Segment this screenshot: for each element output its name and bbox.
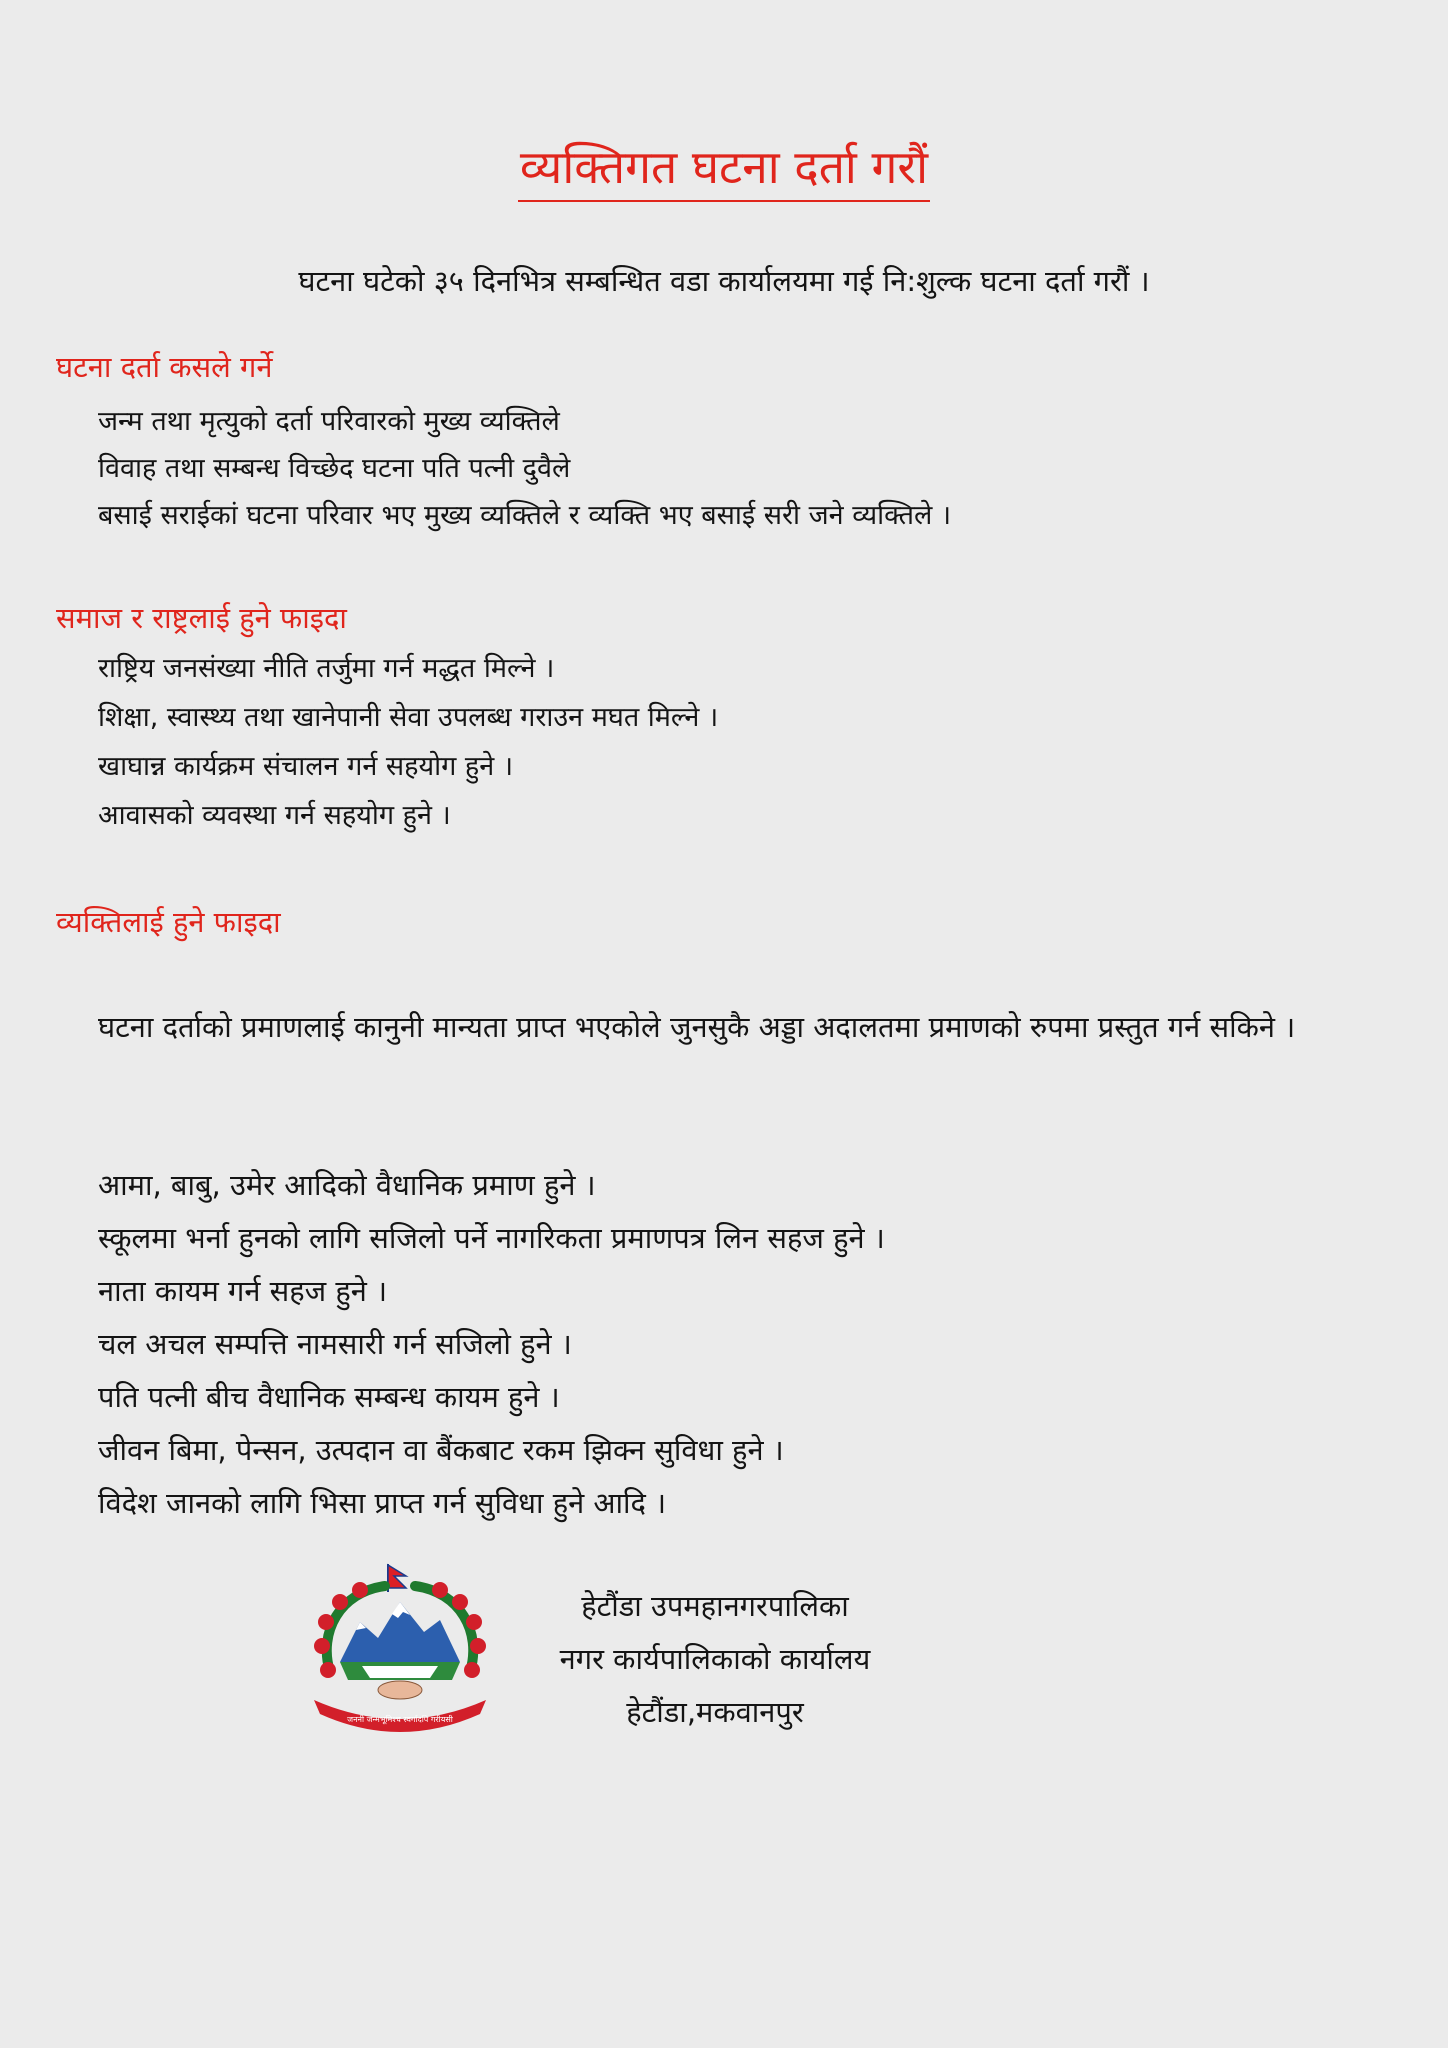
- list-item: जन्म तथा मृत्युको दर्ता परिवारको मुख्य व्यक्तिले: [98, 406, 560, 437]
- list-item: विदेश जानको लागि भिसा प्राप्त गर्न सुविधा हुने आदि ।: [98, 1486, 667, 1520]
- section-heading-society: समाज र राष्ट्रलाई हुने फाइदा: [56, 601, 347, 635]
- office-line-1: हेटौंडा उपमहानगरपालिका: [581, 1589, 849, 1623]
- list-item: पति पत्नी बीच वैधानिक सम्बन्ध कायम हुने ।: [98, 1380, 560, 1414]
- list-item: राष्ट्रिय जनसंख्या नीति तर्जुमा गर्न मद्धत मिल्ने ।: [98, 653, 555, 684]
- page-title-wrap: [0, 136, 1448, 202]
- list-item: चल अचल सम्पत्ति नामसारी गर्न सजिलो हुने ।: [98, 1327, 572, 1361]
- list-item: आवासको व्यवस्था गर्न सहयोग हुने ।: [98, 800, 451, 831]
- page-title: व्यक्तिगत घटना दर्ता गरौं: [518, 136, 930, 202]
- list-item: शिक्षा, स्वास्थ्य तथा खानेपानी सेवा उपलब्ध गराउन मघत मिल्ने ।: [98, 702, 719, 733]
- list-item: आमा, बाबु, उमेर आदिको वैधानिक प्रमाण हुने ।: [98, 1168, 596, 1202]
- office-line-2: नगर कार्यपालिकाको कार्यालय: [559, 1642, 871, 1676]
- person-list: [98, 1159, 885, 1530]
- list-item: जीवन बिमा, पेन्सन, उत्पदान वा बैंकबाट रकम झिक्न सुविधा हुने ।: [98, 1433, 784, 1467]
- intro-text: घटना घटेको ३५ दिनभित्र सम्बन्धित वडा कार्यालयमा गई नि:शुल्क घटना दर्ता गरौं ।: [298, 264, 1150, 298]
- section-heading-person: व्यक्तिलाई हुने फाइदा: [56, 905, 281, 939]
- list-item: नाता कायम गर्न सहज हुने ।: [98, 1274, 388, 1308]
- nepal-emblem-icon: [300, 1562, 500, 1738]
- section-heading-who: घटना दर्ता कसले गर्ने: [56, 350, 273, 384]
- office-address: [500, 1580, 930, 1739]
- person-paragraph: घटना दर्ताको प्रमाणलाई कानुनी मान्यता प्राप्त भएकोले जुनसुकै अड्डा अदालतमा प्रमाणको रुपमा प्रस्तुत गर्न सकिने ।: [98, 1010, 1296, 1044]
- list-item: विवाह तथा सम्बन्ध विच्छेद घटना पति पत्नी दुवैले: [98, 453, 571, 484]
- emblem-motto: जननी जन्मभूमिश्च स्वर्गादपि गरीयसी: [347, 1715, 453, 1724]
- office-line-3: हेटौंडा,मकवानपुर: [626, 1695, 804, 1729]
- who-list: [98, 398, 951, 539]
- list-item: खाघान्न कार्यक्रम संचालन गर्न सहयोग हुने ।: [98, 751, 514, 782]
- list-item: बसाई सराईकां घटना परिवार भए मुख्य व्यक्तिले र व्यक्ति भए बसाई सरी जने व्यक्तिले ।: [98, 500, 952, 531]
- list-item: स्कूलमा भर्ना हुनको लागि सजिलो पर्ने नागरिकता प्रमाणपत्र लिन सहज हुने ।: [98, 1221, 885, 1255]
- society-list: [98, 644, 718, 840]
